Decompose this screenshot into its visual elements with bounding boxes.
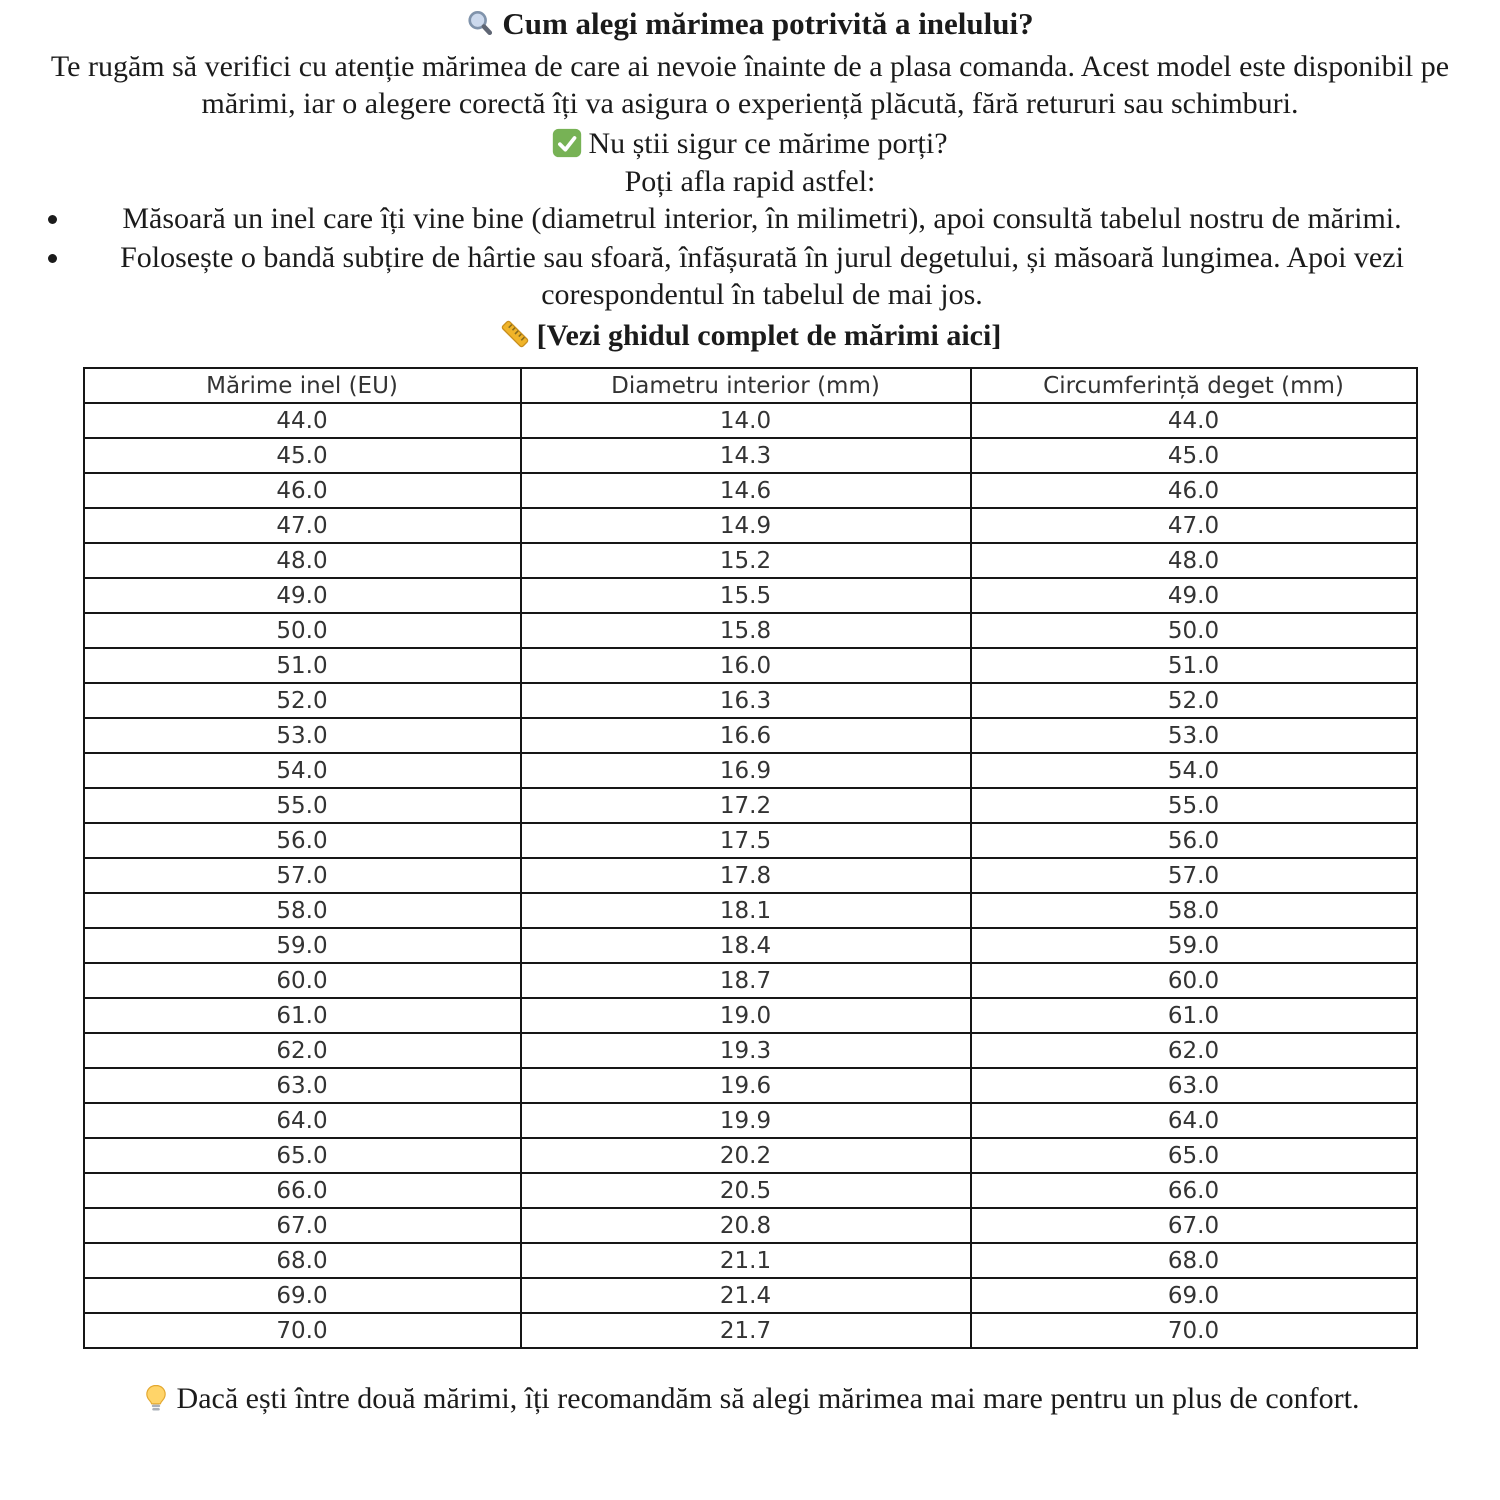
- ruler-icon: [499, 318, 531, 350]
- table-cell: 67.0: [971, 1208, 1417, 1243]
- table-cell: 46.0: [971, 473, 1417, 508]
- table-cell: 16.9: [521, 753, 971, 788]
- table-cell: 48.0: [971, 543, 1417, 578]
- table-row: [84, 648, 1417, 683]
- subheading-text: Poți afla rapid astfel:: [624, 165, 876, 198]
- footer-note: [20, 1379, 1480, 1419]
- table-row: [84, 1103, 1417, 1138]
- size-guide-link[interactable]: [Vezi ghidul complet de mărimi aici]: [536, 319, 1002, 352]
- table-cell: 18.1: [521, 893, 971, 928]
- table-cell: 61.0: [971, 998, 1417, 1033]
- table-cell: 44.0: [84, 403, 521, 438]
- table-cell: 14.0: [521, 403, 971, 438]
- size-table-header: [84, 368, 1417, 403]
- instruction-item-paper-band: • Folosește o bandă subțire de hârtie sau sfoară, înfășurată în jurul degetului, și măsoară lungimea. Apoi vezi corespondentul în tabelul de mai jos.: [72, 239, 1452, 313]
- table-cell: 65.0: [971, 1138, 1417, 1173]
- check-icon: [552, 128, 582, 158]
- table-cell: 20.2: [521, 1138, 971, 1173]
- table-row: [84, 613, 1417, 648]
- table-cell: 55.0: [84, 788, 521, 823]
- table-row: [84, 753, 1417, 788]
- question-text: Nu știi sigur ce mărime porți?: [588, 127, 948, 160]
- table-cell: 58.0: [971, 893, 1417, 928]
- table-row: [84, 508, 1417, 543]
- intro-text: Te rugăm să verifici cu atenție mărimea de care ai nevoie înainte de a plasa comanda. Acest model este disponibil pe mărimi, iar o alegere corectă îți va asigura o experiență plăcută, fără retururi sau schimburi.: [50, 50, 1450, 120]
- table-cell: 63.0: [84, 1068, 521, 1103]
- table-cell: 68.0: [84, 1243, 521, 1278]
- table-cell: 53.0: [84, 718, 521, 753]
- instructions-list: [20, 200, 1480, 313]
- table-cell: 54.0: [84, 753, 521, 788]
- table-cell: 47.0: [971, 508, 1417, 543]
- table-cell: 60.0: [84, 963, 521, 998]
- header-ring-size-eu: Mărime inel (EU): [84, 368, 521, 403]
- table-cell: 15.5: [521, 578, 971, 613]
- table-cell: 17.2: [521, 788, 971, 823]
- table-cell: 70.0: [971, 1313, 1417, 1348]
- table-row: [84, 438, 1417, 473]
- header-inner-diameter: Diametru interior (mm): [521, 368, 971, 403]
- table-cell: 17.8: [521, 858, 971, 893]
- table-cell: 14.9: [521, 508, 971, 543]
- size-table-body: [84, 403, 1417, 1348]
- table-row: [84, 718, 1417, 753]
- table-cell: 63.0: [971, 1068, 1417, 1103]
- table-row: [84, 683, 1417, 718]
- table-row: [84, 1138, 1417, 1173]
- table-row: [84, 858, 1417, 893]
- table-cell: 20.5: [521, 1173, 971, 1208]
- table-cell: 21.1: [521, 1243, 971, 1278]
- instruction-item-measure-ring: • Măsoară un inel care îți vine bine (diametrul interior, în milimetri), apoi consultă tabelul nostru de mărimi.: [72, 200, 1452, 237]
- table-row: [84, 1278, 1417, 1313]
- table-cell: 52.0: [971, 683, 1417, 718]
- table-cell: 64.0: [84, 1103, 521, 1138]
- table-cell: 58.0: [84, 893, 521, 928]
- table-cell: 62.0: [971, 1033, 1417, 1068]
- table-cell: 20.8: [521, 1208, 971, 1243]
- table-cell: 64.0: [971, 1103, 1417, 1138]
- table-cell: 15.8: [521, 613, 971, 648]
- page-title-text: Cum alegi mărimea potrivită a inelului?: [502, 6, 1034, 41]
- table-cell: 46.0: [84, 473, 521, 508]
- table-cell: 21.4: [521, 1278, 971, 1313]
- table-cell: 54.0: [971, 753, 1417, 788]
- table-row: [84, 1068, 1417, 1103]
- table-row: [84, 928, 1417, 963]
- table-cell: 57.0: [971, 858, 1417, 893]
- table-cell: 19.6: [521, 1068, 971, 1103]
- table-cell: 68.0: [971, 1243, 1417, 1278]
- table-cell: 48.0: [84, 543, 521, 578]
- footer-text: Dacă ești între două mărimi, îți recomandăm să alegi mărimea mai mare pentru un plus de confort.: [176, 1382, 1360, 1415]
- table-row: [84, 473, 1417, 508]
- table-cell: 19.9: [521, 1103, 971, 1138]
- table-cell: 52.0: [84, 683, 521, 718]
- table-cell: 50.0: [84, 613, 521, 648]
- table-cell: 50.0: [971, 613, 1417, 648]
- table-row: [84, 998, 1417, 1033]
- table-row: [84, 963, 1417, 998]
- table-cell: 14.3: [521, 438, 971, 473]
- table-row: [84, 1173, 1417, 1208]
- table-cell: 55.0: [971, 788, 1417, 823]
- table-row: [84, 1313, 1417, 1348]
- table-row: [84, 788, 1417, 823]
- table-cell: 45.0: [971, 438, 1417, 473]
- table-cell: 51.0: [971, 648, 1417, 683]
- table-cell: 19.0: [521, 998, 971, 1033]
- table-cell: 51.0: [84, 648, 521, 683]
- table-cell: 60.0: [971, 963, 1417, 998]
- table-row: [84, 893, 1417, 928]
- table-cell: 49.0: [971, 578, 1417, 613]
- table-cell: 57.0: [84, 858, 521, 893]
- table-cell: 59.0: [971, 928, 1417, 963]
- table-cell: 17.5: [521, 823, 971, 858]
- table-cell: 56.0: [971, 823, 1417, 858]
- table-cell: 69.0: [84, 1278, 521, 1313]
- size-table: [83, 367, 1418, 1349]
- table-header-row: [84, 368, 1417, 403]
- table-row: [84, 1033, 1417, 1068]
- lightbulb-icon: [141, 1383, 171, 1413]
- table-cell: 59.0: [84, 928, 521, 963]
- table-cell: 16.0: [521, 648, 971, 683]
- magnifier-icon: [466, 9, 496, 39]
- table-cell: 19.3: [521, 1033, 971, 1068]
- table-row: [84, 1208, 1417, 1243]
- table-cell: 70.0: [84, 1313, 521, 1348]
- guide-line: [20, 317, 1480, 355]
- table-cell: 66.0: [971, 1173, 1417, 1208]
- header-finger-circumference: Circumferință deget (mm): [971, 368, 1417, 403]
- table-cell: 45.0: [84, 438, 521, 473]
- table-cell: 18.7: [521, 963, 971, 998]
- table-cell: 53.0: [971, 718, 1417, 753]
- table-cell: 44.0: [971, 403, 1417, 438]
- table-cell: 62.0: [84, 1033, 521, 1068]
- table-cell: 15.2: [521, 543, 971, 578]
- table-cell: 56.0: [84, 823, 521, 858]
- table-cell: 69.0: [971, 1278, 1417, 1313]
- table-row: [84, 543, 1417, 578]
- table-cell: 65.0: [84, 1138, 521, 1173]
- table-cell: 67.0: [84, 1208, 521, 1243]
- table-cell: 49.0: [84, 578, 521, 613]
- table-cell: 61.0: [84, 998, 521, 1033]
- table-cell: 21.7: [521, 1313, 971, 1348]
- table-cell: 18.4: [521, 928, 971, 963]
- table-cell: 47.0: [84, 508, 521, 543]
- table-row: [84, 403, 1417, 438]
- table-row: [84, 823, 1417, 858]
- table-row: [84, 578, 1417, 613]
- table-cell: 14.6: [521, 473, 971, 508]
- question-line: [20, 125, 1480, 163]
- table-cell: 16.3: [521, 683, 971, 718]
- table-cell: 66.0: [84, 1173, 521, 1208]
- table-row: [84, 1243, 1417, 1278]
- page-title: [20, 6, 1480, 42]
- table-cell: 16.6: [521, 718, 971, 753]
